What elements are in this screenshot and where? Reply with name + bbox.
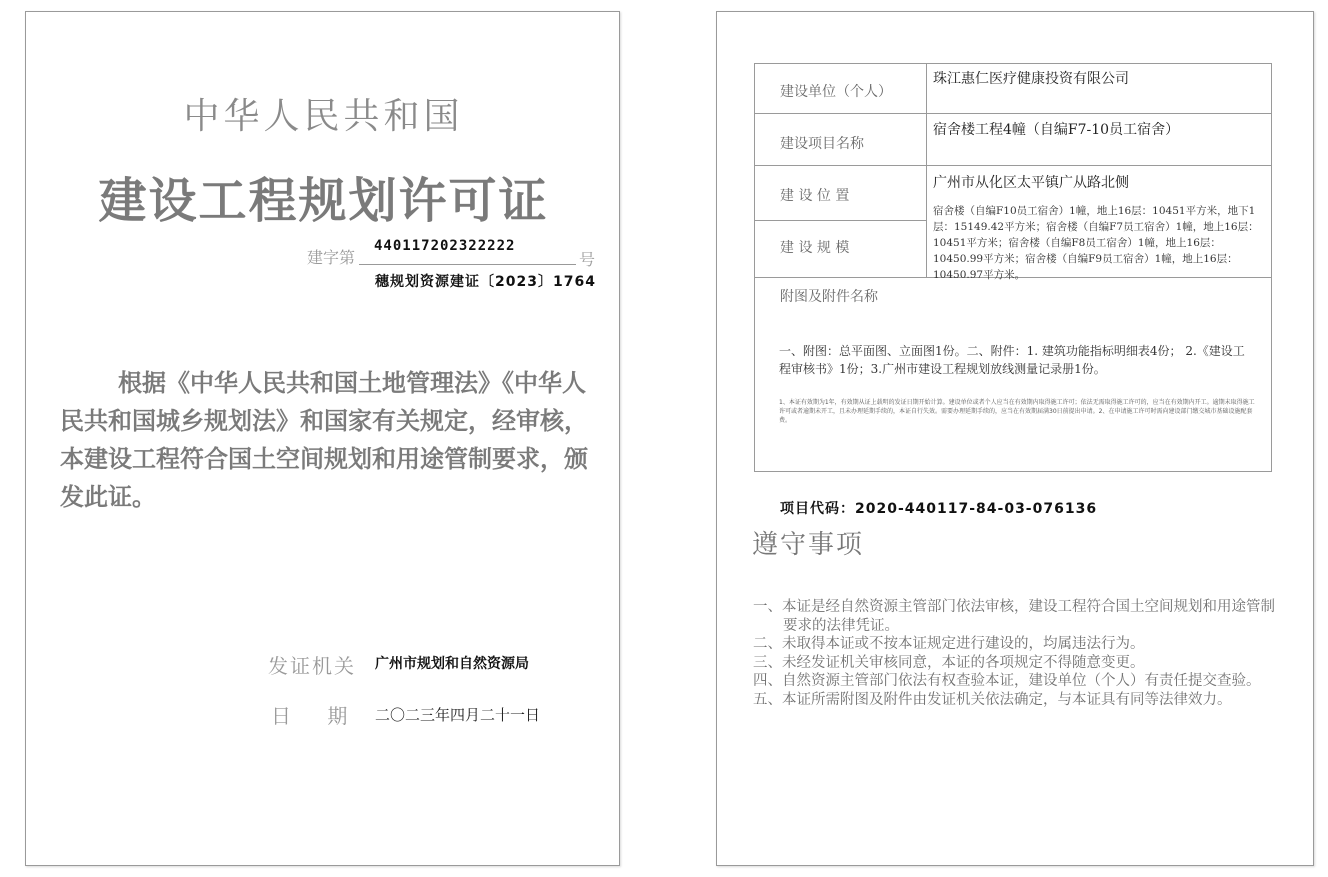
location-label: 建 设 位 置: [780, 188, 850, 204]
scale-label: 建 设 规 模: [780, 240, 850, 256]
table-row-divider: [755, 165, 1271, 166]
jianzi-number: 440117202322222: [374, 238, 516, 254]
hao-label: 号: [579, 250, 596, 269]
attachments-label: 附图及附件名称: [780, 289, 878, 305]
notice-item: 三、未经发证机关审核同意，本证的各项规定不得随意变更。: [753, 654, 1145, 671]
notice-list: [753, 598, 1283, 709]
permit-front-page: [25, 11, 620, 866]
country-name: 中华人民共和国: [183, 96, 464, 137]
notice-item: 二、未取得本证或不按本证规定进行建设的，均属违法行为。: [753, 636, 1145, 652]
table-row-divider: [755, 113, 1271, 114]
permit-back-page: [716, 11, 1314, 866]
unit-value: 珠江惠仁医疗健康投资有限公司: [933, 71, 1129, 87]
attachments-value: 一、附图：总平面图、立面图1份。二、附件：1. 建筑功能指标明细表4份； 2.《建设工程审核书》1份；3.广州市建设工程规划放线测量记录册1份。: [779, 344, 1245, 376]
certificate-number: 穗规划资源建证〔2023〕1764: [375, 274, 596, 290]
jianzi-underline: [359, 264, 576, 265]
permit-statement: 根据《中华人民共和国土地管理法》《中华人民共和国城乡规划法》和国家有关规定，经审核，本建设工程符合国土空间规划和用途管制要求，颁发此证。: [60, 369, 588, 511]
notice-item: 四、自然资源主管部门依法有权查验本证，建设单位（个人）有责任提交查验。: [753, 673, 1261, 689]
project-name-label: 建设项目名称: [780, 136, 864, 152]
table-row-divider: [755, 220, 926, 221]
issuer-label: 发证机关: [268, 654, 356, 678]
issue-date: 二〇二三年四月二十一日: [375, 706, 541, 724]
date-label: [271, 700, 347, 729]
project-name-value: 宿舍楼工程4幢（自编F7-10员工宿舍）: [933, 122, 1180, 138]
notice-item: 五、本证所需附图及附件由发证机关依法确定，与本证具有同等法律效力。: [753, 691, 1232, 708]
project-code: 项目代码：2020-440117-84-03-076136: [780, 501, 1098, 517]
jianzi-label: 建字第: [307, 248, 356, 267]
permit-title: 建设工程规划许可证: [98, 173, 549, 229]
date-label-first: 日: [271, 704, 291, 728]
location-value: 广州市从化区太平镇广从路北侧: [933, 175, 1129, 191]
project-info-table: [754, 63, 1272, 472]
notice-item: 一、本证是经自然资源主管部门依法审核，建设工程符合国土空间规划和用途管制要求的法律凭证。: [753, 599, 1275, 634]
issuer-value: 广州市规划和自然资源局: [375, 656, 529, 672]
unit-label: 建设单位（个人）: [780, 84, 892, 100]
table-column-divider: [926, 64, 927, 277]
scale-value: 宿舍楼（自编F10员工宿舍）1幢，地上16层：10451平方米，地下1层：15149.42平方米；宿舍楼（自编F7员工宿舍）1幢，地上16层：10451平方米；宿舍楼（自编F8员工宿舍）1幢，地上16层：10450.99平方米；宿舍楼（自编F9员工宿舍）1幢，地上16层：10450.97平方米。: [933, 205, 1259, 281]
date-label-second: 期: [327, 704, 348, 728]
validity-fine-print: 1、本证有效期为1年，有效期从证上载明的发证日期开始计算。建设单位或者个人应当在有效期内取得施工许可；依法无需取得施工许可的，应当在有效期内开工。逾期未取得施工许可或者逾期未开工，且未办理延期手续的，本证自行失效。需要办理延期手续的，应当在有效期届满30日前提出申请。2、在申请施工许可时需向建设部门缴交城市基础设施配套费。: [779, 399, 1255, 424]
notice-title: 遵守事项: [752, 530, 865, 560]
